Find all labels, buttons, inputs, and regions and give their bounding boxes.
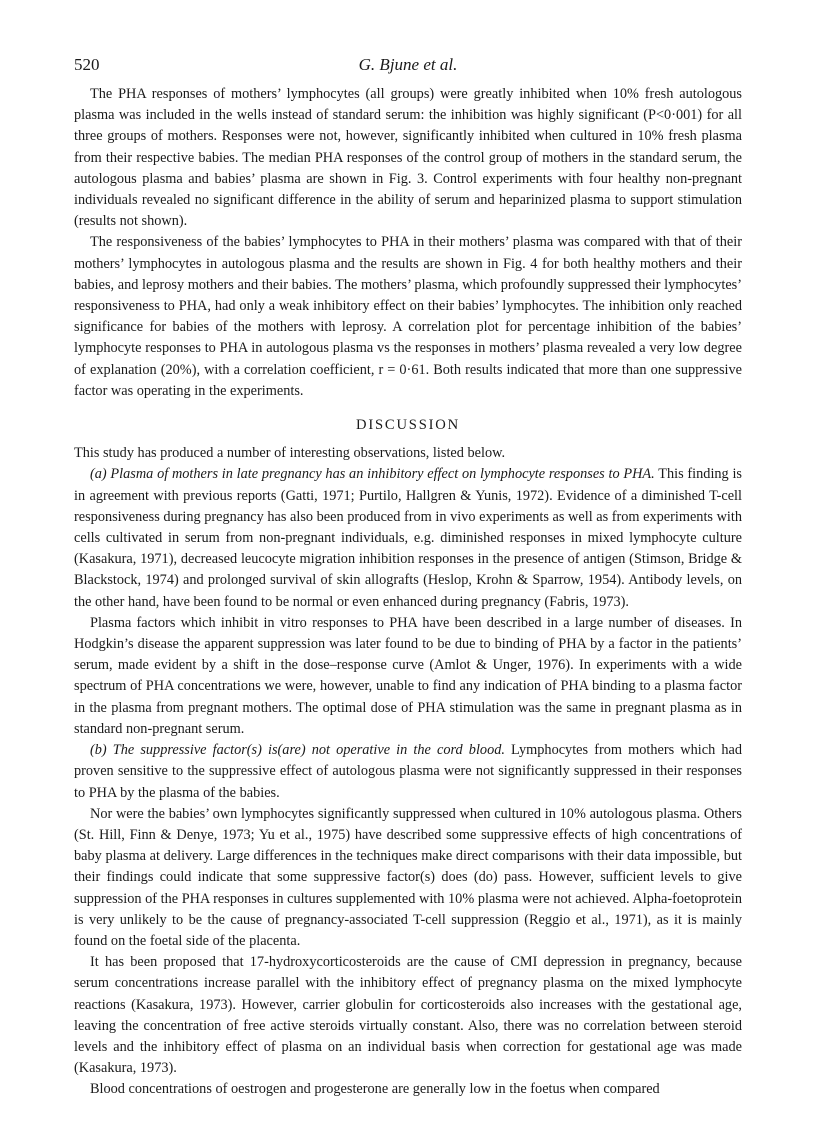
observation-a-heading: (a) Plasma of mothers in late pregnancy has an inhibitory effect on lymphocyte responses to PHA.: [90, 466, 655, 483]
observation-a-paragraph: [74, 464, 742, 612]
results-paragraph-1: The PHA responses of mothers’ lymphocytes (all groups) were greatly inhibited when 10% fresh autologous plasma was included in the wells instead of standard serum: the inhibition was highly significant (P<0·001) for all three groups of mothers. Responses were not, however, significantly inhibited when cultured in 10% fresh plasma from their respective babies. The median PHA responses of the control group of mothers in the standard serum, the autologous plasma and babies’ plasma are shown in Fig. 3. Control experiments with four healthy non-pregnant individuals revealed no significant difference in the ability of serum and heparinized plasma to support stimulation (results not shown).: [74, 86, 742, 230]
observation-a-text: This finding is in agreement with previous reports (Gatti, 1971; Purtilo, Hallgren & Yunis, 1972). Evidence of a diminished T-cell responsiveness during pregnancy has also been produced from in vivo experiments as well as from experiments with cells cultivated in serum from non-pregnant individuals, e.g. diminished responses in mixed lymphocyte culture (Kasakura, 1971), decreased leucocyte migration inhibition responses in the presence of antigen (Stimson, Bridge & Blackstock, 1974) and prolonged survival of skin allografts (Heslop, Krohn & Sparrow, 1954). Antibody levels, on the other hand, have been found to be normal or even enhanced during pregnancy (Fabris, 1973).: [74, 466, 743, 610]
babies-lymphocytes-paragraph: Nor were the babies’ own lymphocytes significantly suppressed when cultured in 10% autologous plasma. Others (St. Hill, Finn & Denye, 1973; Yu et al., 1975) have described some suppressive effects of high concentrations of baby plasma at delivery. Large differences in the techniques make direct comparisons with their data impossible, but their findings could indicate that some suppressive factor(s) does (do) pass. However, sufficient levels to give suppression of the PHA responses in cultures supplemented with 10% plasma were not achieved. Alpha-foetoprotein is very unlikely to be the cause of pregnancy-associated T-cell suppression (Reggio et al., 1971), as it is mainly found on the foetal side of the placenta.: [74, 805, 742, 949]
journal-page: [74, 54, 742, 1101]
discussion-intro: This study has produced a number of interesting observations, listed below.: [74, 445, 506, 462]
running-title: G. Bjune et al.: [358, 55, 458, 74]
corticosteroids-paragraph: It has been proposed that 17-hydroxycorticosteroids are the cause of CMI depression in pregnancy, because serum concentrations increase parallel with the inhibitory effect of pregnancy plasma on the mixed lymphocyte reactions (Kasakura, 1973). However, carrier globulin for corticosteroids also increases with the gestational age, leaving the concentration of free active steroids virtually constant. Also, there was no correlation between steroid levels and the inhibitory effect of plasma on an individual basis when correction for gestational age was made (Kasakura, 1973).: [74, 954, 742, 1077]
plasma-factors-paragraph: Plasma factors which inhibit in vitro responses to PHA have been described in a large number of diseases. In Hodgkin’s disease the apparent suppression was later found to be due to binding of PHA by a factor in the patients’ serum, made evident by a shift in the dose–response curve (Amlot & Unger, 1976). In experiments with a wide spectrum of PHA concentrations we were, however, unable to find any indication of PHA binding to a plasma factor in the plasma from pregnant mothers. The optimal dose of PHA stimulation was the same in pregnant plasma as in standard non-pregnant serum.: [74, 614, 742, 737]
observation-b-text: Lymphocytes from mothers which had proven sensitive to the suppressive effect of autologous plasma were not significantly suppressed in their responses to PHA by the plasma of the babies.: [74, 742, 742, 801]
results-paragraph-2: The responsiveness of the babies’ lymphocytes to PHA in their mothers’ plasma was compared with that of their mothers’ lymphocytes in autologous plasma and the results are shown in Fig. 4 for both healthy mothers and their babies, and leprosy mothers and their babies. The mothers’ plasma, which profoundly suppressed their lymphocytes’ responsiveness to PHA, had only a weak inhibitory effect on their babies’ lymphocytes. The inhibition only reached significance for babies of the mothers with leprosy. A correlation plot for percentage inhibition of the babies’ lymphocyte responses to PHA in autologous plasma vs the responses in mothers’ plasma revealed a very low degree of explanation (20%), with a correlation coefficient, r = 0·61. Both results indicated that more than one suppressive factor was operating in the experiments.: [74, 234, 742, 399]
discussion-heading: DISCUSSION: [356, 417, 460, 434]
page-header: [74, 54, 742, 84]
page-number: 520: [74, 55, 100, 74]
oestrogen-paragraph: Blood concentrations of oestrogen and progesterone are generally low in the foetus when compared: [90, 1081, 660, 1098]
observation-b-paragraph: [74, 740, 742, 804]
observation-b-heading: (b) The suppressive factor(s) is(are) not operative in the cord blood.: [90, 742, 505, 759]
